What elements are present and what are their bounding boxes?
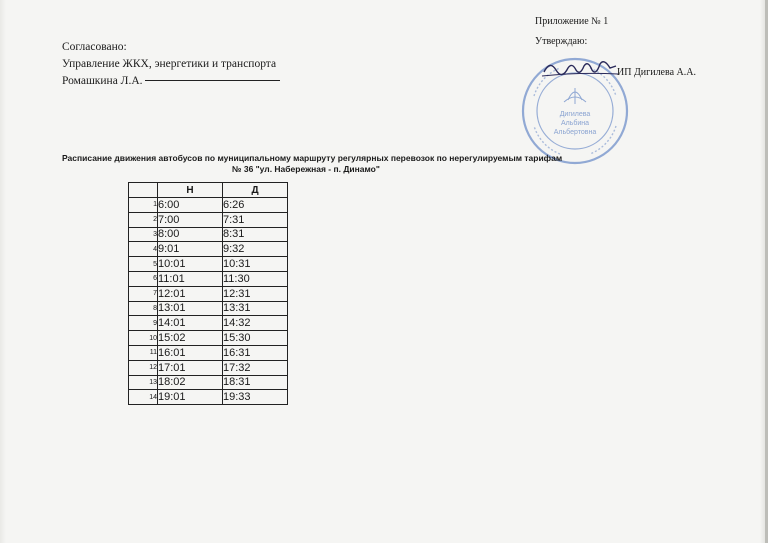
- appendix-label: Приложение № 1: [535, 16, 609, 27]
- agreed-person: [62, 73, 280, 90]
- agreed-label: Согласовано:: [62, 41, 127, 53]
- departure-h: 7:00: [158, 212, 223, 227]
- schedule-header-row: [129, 183, 288, 198]
- departure-h: 16:01: [158, 345, 223, 360]
- table-row: [129, 345, 288, 360]
- table-row: [129, 301, 288, 316]
- departure-h: 8:00: [158, 227, 223, 242]
- departure-d: 13:31: [223, 301, 288, 316]
- departure-h: 17:01: [158, 360, 223, 375]
- row-number: 10: [129, 331, 158, 346]
- table-row: [129, 198, 288, 213]
- stamp-line-1: Дигилева: [559, 111, 591, 118]
- row-number: 5: [129, 257, 158, 272]
- table-row: [129, 331, 288, 346]
- signature-stroke: [544, 62, 616, 75]
- table-row: [129, 227, 288, 242]
- departure-h: 9:01: [158, 242, 223, 257]
- signature-line: [145, 80, 280, 81]
- header-d: Д: [223, 183, 288, 198]
- table-row: [129, 257, 288, 272]
- departure-h: 10:01: [158, 257, 223, 272]
- row-number: 7: [129, 286, 158, 301]
- departure-d: 8:31: [223, 227, 288, 242]
- table-row: [129, 271, 288, 286]
- table-row: [129, 375, 288, 390]
- departure-d: 6:26: [223, 198, 288, 213]
- departure-d: 16:31: [223, 345, 288, 360]
- departure-d: 10:31: [223, 257, 288, 272]
- agreed-block: [62, 39, 280, 90]
- row-number: 14: [129, 390, 158, 405]
- departure-d: 17:32: [223, 360, 288, 375]
- departure-h: 15:02: [158, 331, 223, 346]
- departure-h: 6:00: [158, 198, 223, 213]
- table-row: [129, 316, 288, 331]
- departure-d: 7:31: [223, 212, 288, 227]
- departure-d: 14:32: [223, 316, 288, 331]
- row-number: 12: [129, 360, 158, 375]
- departure-h: 18:02: [158, 375, 223, 390]
- approve-label: Утверждаю:: [535, 36, 588, 47]
- departure-d: 15:30: [223, 331, 288, 346]
- schedule-table: [128, 182, 288, 405]
- departure-h: 12:01: [158, 286, 223, 301]
- row-number: 9: [129, 316, 158, 331]
- row-number: 6: [129, 271, 158, 286]
- departure-h: 13:01: [158, 301, 223, 316]
- agreed-person-name: Ромашкина Л.А.: [62, 75, 143, 87]
- departure-d: 12:31: [223, 286, 288, 301]
- row-number: 3: [129, 227, 158, 242]
- header-blank-cell: [129, 183, 158, 198]
- table-row: [129, 360, 288, 375]
- table-row: [129, 286, 288, 301]
- departure-h: 14:01: [158, 316, 223, 331]
- table-row: [129, 390, 288, 405]
- row-number: 11: [129, 345, 158, 360]
- row-number: 13: [129, 375, 158, 390]
- schedule-body: [129, 198, 288, 405]
- document-title: Расписание движения автобусов по муниципальному маршруту регулярных перевозок по нерегулируемым тарифам: [62, 153, 563, 163]
- table-row: [129, 242, 288, 257]
- stamp-line-3: Альбертовна: [553, 129, 597, 136]
- header-h: Н: [158, 183, 223, 198]
- handwritten-signature: [540, 54, 620, 84]
- approver-name: ИП Дигилева А.А.: [617, 67, 696, 78]
- row-number: 1: [129, 198, 158, 213]
- departure-h: 19:01: [158, 390, 223, 405]
- departure-d: 11:30: [223, 271, 288, 286]
- signature-underline: [542, 73, 618, 76]
- stamp-line-2: Альбина: [560, 120, 590, 127]
- departure-d: 19:33: [223, 390, 288, 405]
- stamp-emblem-icon: [564, 88, 586, 104]
- row-number: 4: [129, 242, 158, 257]
- route-title: № 36 "ул. Набережная - п. Динамо": [232, 164, 380, 174]
- table-row: [129, 212, 288, 227]
- agreed-department: Управление ЖКХ, энергетики и транспорта: [62, 58, 277, 70]
- row-number: 2: [129, 212, 158, 227]
- row-number: 8: [129, 301, 158, 316]
- departure-d: 18:31: [223, 375, 288, 390]
- departure-h: 11:01: [158, 271, 223, 286]
- departure-d: 9:32: [223, 242, 288, 257]
